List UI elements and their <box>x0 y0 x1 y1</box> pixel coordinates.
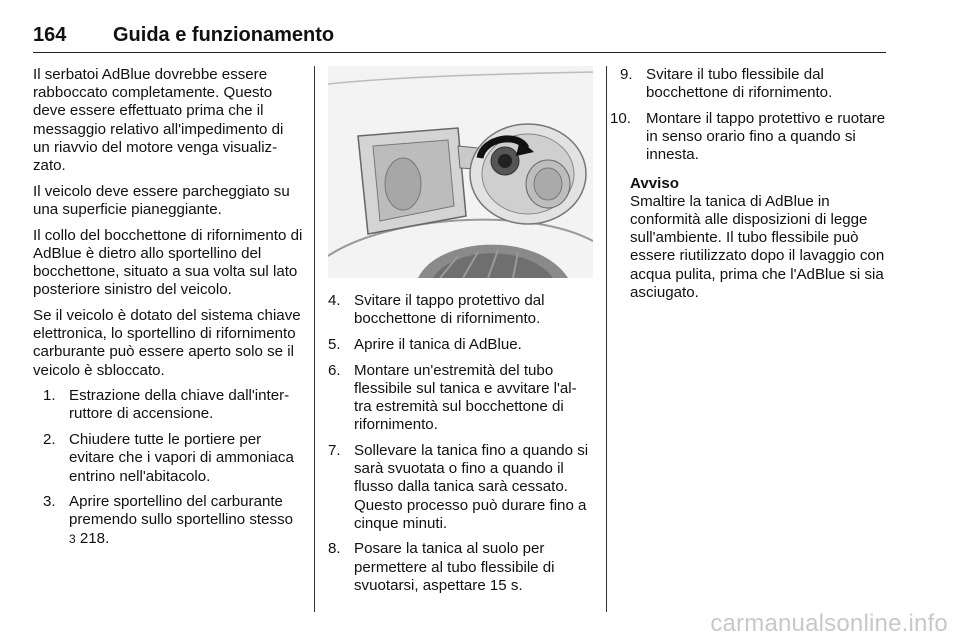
watermark: carmanualsonline.info <box>710 610 948 637</box>
paragraph: Il collo del bocchettone di rifornimento di AdBlue è dietro allo sportellino del bocchettone, situato a sua volta sul lato posteriore sinistro del veicolo. <box>33 226 303 299</box>
step-item <box>328 292 593 328</box>
step-number: 7. <box>328 441 341 459</box>
column-left <box>33 66 303 555</box>
step-number: 10. <box>610 109 631 127</box>
step-number: 8. <box>328 540 341 558</box>
paragraph: Il veicolo deve essere parcheggiato su una superficie pianeggiante. <box>33 182 290 218</box>
step-item <box>43 387 303 423</box>
step-number: 9. <box>620 66 633 83</box>
adblue-filler-illustration <box>328 66 593 278</box>
step-number: 6. <box>328 361 341 379</box>
page-title: Guida e funzionamento <box>113 24 335 46</box>
page-reference-icon: 3 <box>69 531 76 546</box>
step-item <box>610 109 888 165</box>
step-text: Svitare il tappo protettivo dal bocchettone di rifornimento. <box>354 292 545 328</box>
step-number: 3. <box>43 493 56 511</box>
step-number: 5. <box>328 335 341 353</box>
note-text: Smaltire la tanica di AdBlue in conformità alle disposizioni di legge sull'ambiente. Il tubo flessibile può essere riutilizzato dopo il lavaggio con acqua pulita, prima che l'AdBlue si sia asciugato. <box>630 192 885 301</box>
step-item <box>620 66 888 102</box>
column-right <box>610 66 888 302</box>
column-divider <box>606 66 607 612</box>
step-number: 2. <box>43 431 56 449</box>
step-text: Sollevare la tanica fino a quando si sarà svuotata o fino a quando il flusso dalla tanica sarà cessato. Questo processo può durare fino a cinque minuti. <box>354 441 589 532</box>
paragraph: Se il veicolo è dotato del sistema chiave elettronica, lo sportellino di rifornimento carburante può essere aperto solo se il veicolo è sbloccato. <box>33 306 301 379</box>
step-item <box>328 540 593 595</box>
page-reference[interactable]: 218. <box>79 529 110 547</box>
paragraph: Il serbatoi AdBlue dovrebbe essere rabboccato completamente. Questo deve essere effettuato prima che il messaggio relativo all'impedimento di un riavvio del motore venga visualiz-zato. <box>33 66 284 175</box>
step-item <box>328 362 593 435</box>
step-number: 4. <box>328 292 341 309</box>
column-middle <box>328 292 593 603</box>
step-item <box>328 442 593 533</box>
step-number: 1. <box>43 387 56 405</box>
step-text: Svitare il tubo flessibile dal bocchettone di rifornimento. <box>646 66 833 102</box>
step-item <box>328 336 593 354</box>
step-item <box>43 431 303 486</box>
column-divider <box>314 66 315 612</box>
step-text: Montare un'estremità del tubo flessibile sul tanica e avvitare l'al-tra estremità sul bocchettone di rifornimento. <box>354 361 577 434</box>
step-text: Aprire il tanica di AdBlue. <box>354 335 522 353</box>
step-text: Chiudere tutte le portiere per evitare che i vapori di ammoniaca entrino nell'abitacolo. <box>69 431 294 485</box>
note-title: Avviso <box>630 174 679 192</box>
step-text: Aprire sportellino del carburante premendo sullo sportellino stesso <box>69 493 294 529</box>
page-header <box>33 22 886 53</box>
step-text: Posare la tanica al suolo per permettere al tubo flessibile di svuotarsi, aspettare 15 s. <box>354 540 555 594</box>
fuel-door-drawing <box>328 66 593 278</box>
page-number: 164 <box>33 24 67 46</box>
step-text: Estrazione della chiave dall'inter-ruttore di accensione. <box>69 387 290 423</box>
step-item <box>43 493 303 548</box>
step-text: Montare il tappo protettivo e ruotare in senso orario fino a quando si innesta. <box>646 109 886 164</box>
